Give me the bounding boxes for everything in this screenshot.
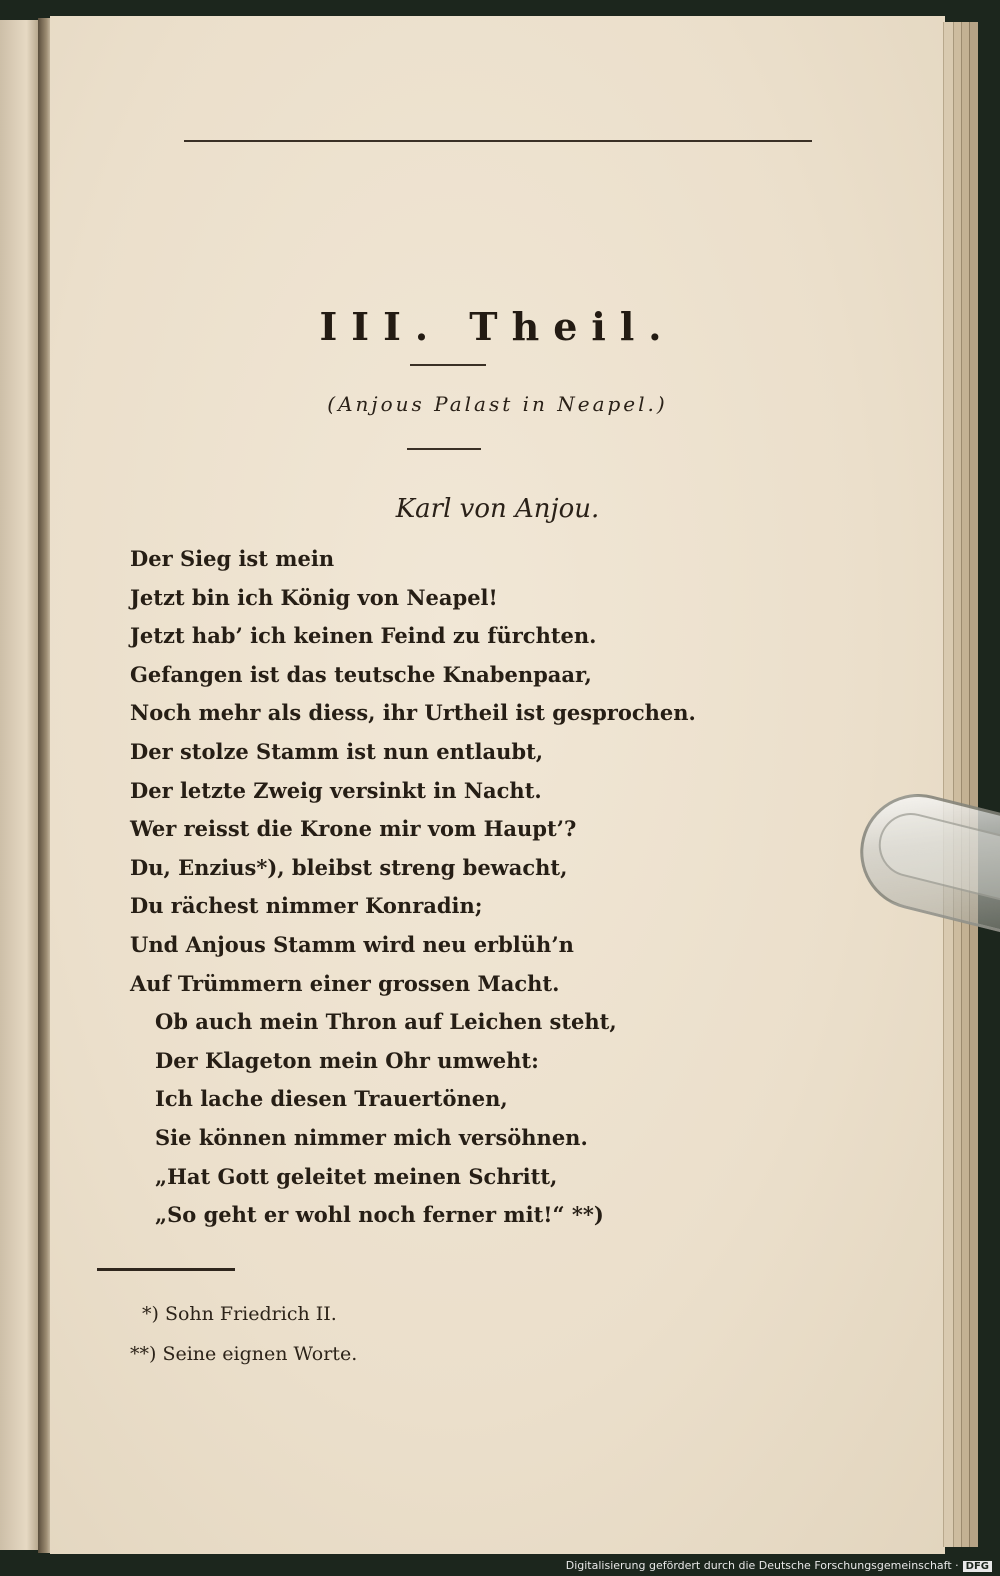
footnote-1: *) Sohn Friedrich II. bbox=[142, 1303, 337, 1325]
verse-line: Wer reisst die Krone mir vom Haupt’? bbox=[130, 816, 577, 842]
verse-line: Der Sieg ist mein bbox=[130, 546, 335, 571]
verse-line: Der stolze Stamm ist nun entlaubt, bbox=[130, 738, 544, 764]
verse-block bbox=[130, 540, 830, 1235]
heading-rule-bottom bbox=[407, 448, 481, 450]
verse-line: „Hat Gott geleitet meinen Schritt, bbox=[155, 1163, 558, 1189]
verse-line: Ob auch mein Thron auf Leichen steht, bbox=[155, 1009, 617, 1035]
verse-line: Du, Enzius*), bleibst streng bewacht, bbox=[130, 854, 568, 880]
verse-line: Auf Trümmern einer grossen Macht. bbox=[130, 970, 560, 996]
fore-edge-layer bbox=[969, 22, 978, 1547]
header-rule bbox=[184, 140, 812, 142]
footnote-2: **) Seine eignen Worte. bbox=[130, 1343, 358, 1365]
verse-line: Jetzt bin ich König von Neapel! bbox=[130, 584, 498, 610]
footnote-rule bbox=[97, 1268, 235, 1271]
verse-line: Und Anjous Stamm wird neu erblüh’n bbox=[130, 931, 574, 957]
verse-line: Der Klageton mein Ohr umweht: bbox=[155, 1047, 539, 1073]
book-page bbox=[50, 16, 945, 1554]
verse-line: Jetzt hab’ ich keinen Feind zu fürchten. bbox=[130, 623, 597, 649]
credit-text: Digitalisierung gefördert durch die Deutsche Forschungsgemeinschaft · bbox=[565, 1559, 959, 1572]
dfg-logo: DFG bbox=[963, 1561, 992, 1572]
verse-line: Du rächest nimmer Konradin; bbox=[130, 893, 483, 919]
verse-line: Der letzte Zweig versinkt in Nacht. bbox=[130, 777, 542, 803]
part-heading: III. Theil. bbox=[319, 304, 676, 349]
footnotes bbox=[130, 1294, 357, 1374]
heading-rule-top bbox=[410, 364, 486, 366]
verse-line: Gefangen ist das teutsche Knabenpaar, bbox=[130, 661, 592, 687]
speaker-name: Karl von Anjou. bbox=[395, 494, 600, 524]
left-page-edge bbox=[0, 20, 40, 1550]
digitization-credit bbox=[566, 1559, 992, 1572]
verse-line: Noch mehr als diess, ihr Urtheil ist gesprochen. bbox=[130, 700, 696, 726]
verse-line: Ich lache diesen Trauertönen, bbox=[155, 1086, 508, 1112]
verse-line: „So geht er wohl noch ferner mit!“ **) bbox=[155, 1202, 604, 1228]
verse-line: Sie können nimmer mich versöhnen. bbox=[155, 1124, 588, 1150]
scene-setting: (Anjous Palast in Neapel.) bbox=[327, 392, 668, 416]
